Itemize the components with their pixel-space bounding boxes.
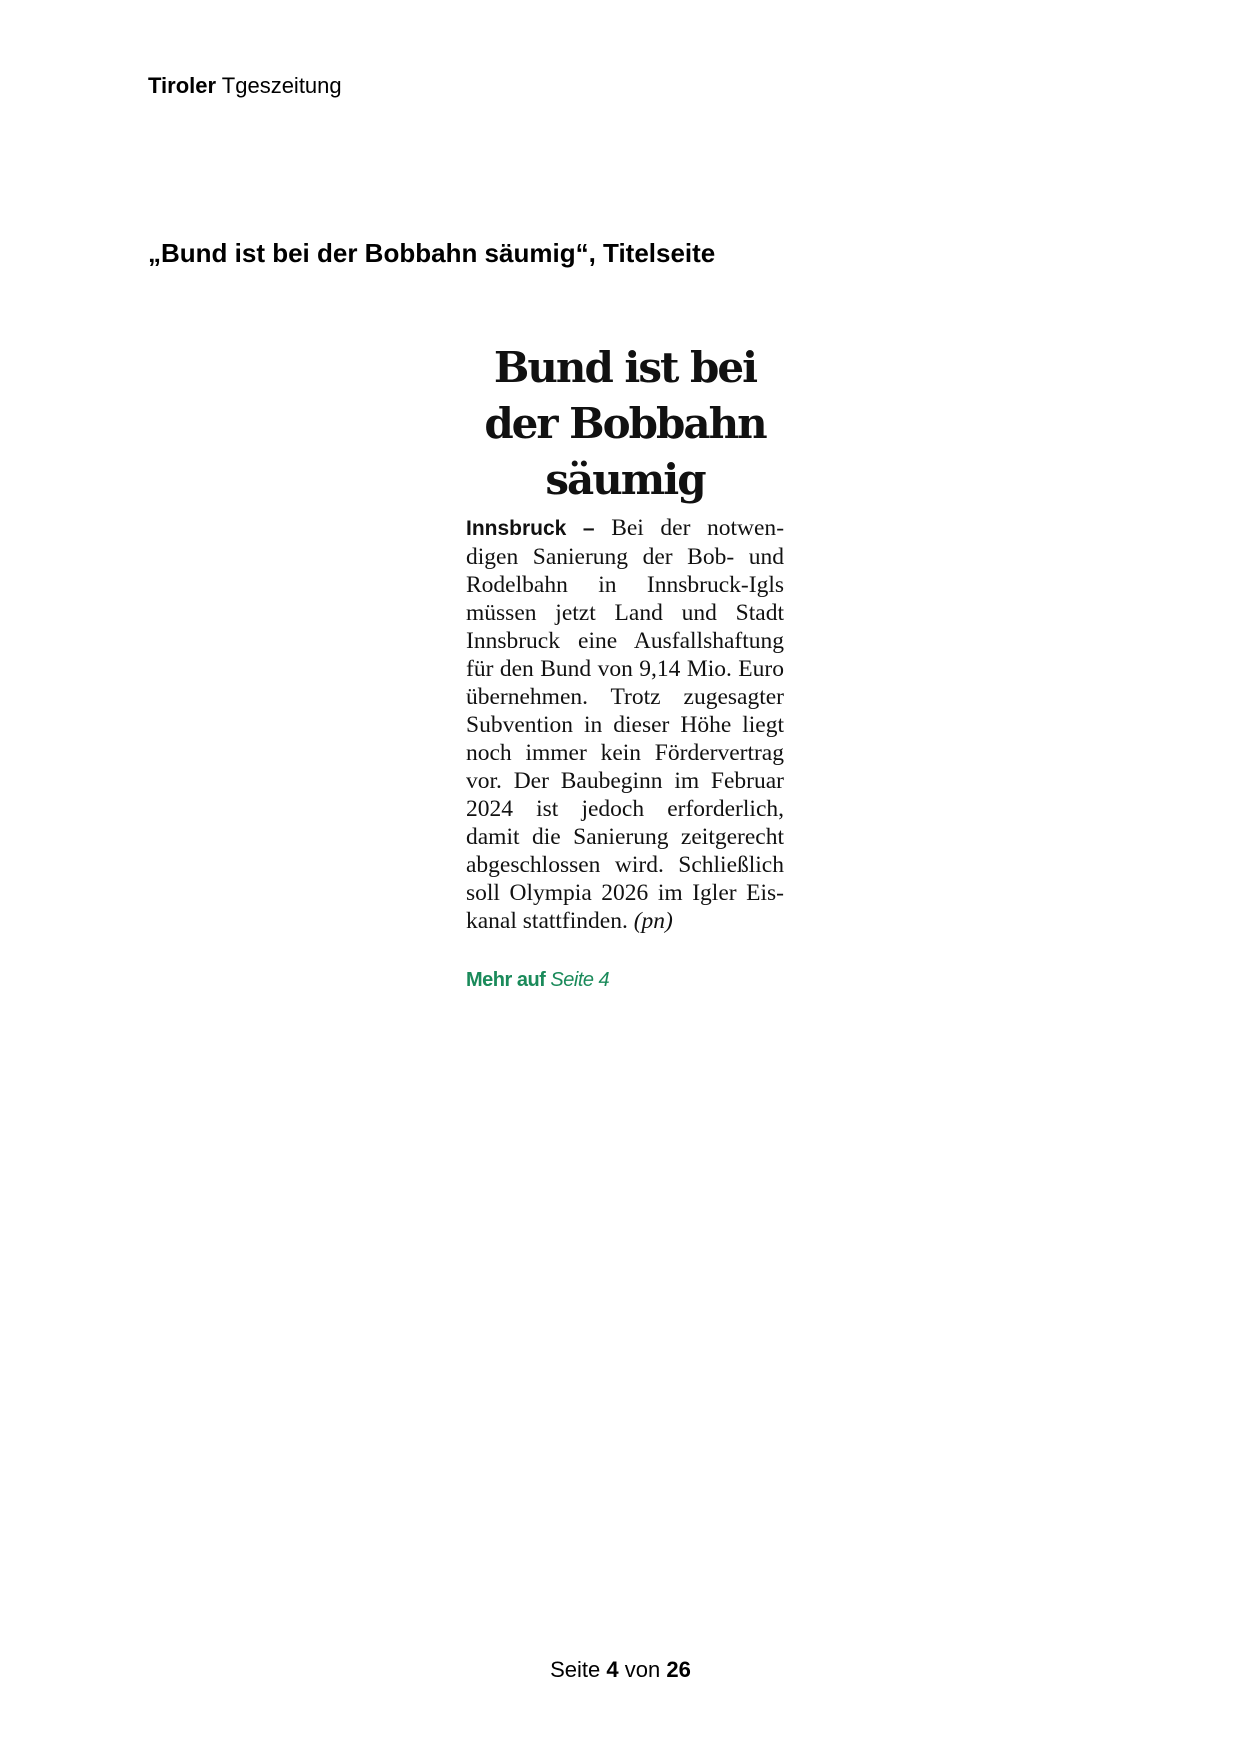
publication-header: [148, 72, 342, 100]
footer-total-pages: 26: [666, 1657, 691, 1682]
clipping-headline: Bund ist bei der Bobbahn säumig: [484, 343, 766, 504]
footer-middle: von: [624, 1657, 661, 1682]
footer-current-page: 4: [606, 1657, 619, 1682]
footer-prefix: Seite: [550, 1657, 601, 1682]
newspaper-clipping: [466, 340, 784, 992]
more-page: Seite 4: [550, 969, 610, 991]
more-label: Mehr auf: [466, 969, 546, 991]
publication-name-bold: Tiroler: [148, 73, 217, 98]
document-title: „Bund ist bei der Bobbahn säumig“, Titelseite: [148, 238, 716, 268]
clipping-text: Bei der notwendigen Sanierung der Bob- und Rodelbahn in Innsbruck-Igls müssen jetzt Land und Stadt Innsbruck eine Ausfallshaftung für den Bund von 9,14 Mio. Euro übernehmen. Trotz zugesagter Subvention in dieser Höhe liegt noch immer kein Fördervertrag vor. Der Baubeginn im Februar 2024 ist jedoch erforderlich, damit die Sanierung zeitgerecht abgeschlossen wird. Schließlich soll Olympia 2026 im Igler Eiskanal stattfinden.: [466, 515, 785, 934]
publication-name-rest: Tgeszeitung: [221, 73, 342, 98]
clipping-dateline: Innsbruck –: [466, 517, 595, 540]
more-on-page-reference: [466, 969, 784, 992]
clipping-body: [466, 514, 784, 935]
clipping-author: (pn): [633, 908, 673, 934]
page-footer: [0, 1656, 1241, 1684]
